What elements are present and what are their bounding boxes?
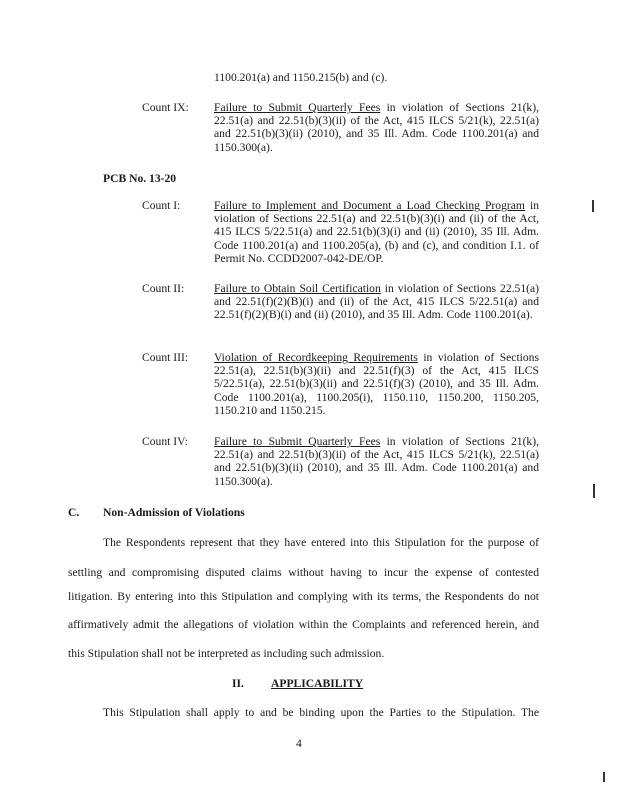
scan-mark	[592, 200, 594, 212]
count-iv-label: Count IV:	[142, 435, 188, 448]
section-c-line-3: litigation. By entering into this Stipulation and complying with its terms, the Respondents do not	[68, 590, 539, 603]
count-iii-body	[214, 351, 539, 417]
count-iii-label: Count III:	[142, 351, 189, 364]
count-ix-text: in violation of Sections 21(k), 22.51(a) and 22.51(b)(3)(ii) of the Act, 415 ILCS 5/21(k), 22.51(a) and 22.51(b)(3)(ii) (2010), and 35 Ill. Adm. Code 1100.201(a) and 1150.300(a).	[214, 101, 539, 154]
count-iii-title: Violation of Recordkeeping Requirements	[214, 351, 418, 364]
count-ix-label: Count IX:	[142, 101, 189, 114]
scan-mark	[593, 484, 595, 498]
count-ix-title: Failure to Submit Quarterly Fees	[214, 101, 381, 114]
section-c-title: Non-Admission of Violations	[103, 506, 245, 519]
count-ix-body	[214, 101, 539, 154]
carryover-line: 1100.201(a) and 1150.215(b) and (c).	[214, 71, 388, 84]
count-i-body	[214, 199, 539, 265]
scan-mark	[603, 772, 605, 782]
count-ii-label: Count II:	[142, 282, 185, 295]
section-c-line-2: settling and compromising disputed claims without having to incur the expense of contested	[68, 566, 539, 579]
section-ii-first-line: This Stipulation shall apply to and be binding upon the Parties to the Stipulation. The	[103, 706, 539, 719]
count-iv-body	[214, 435, 539, 488]
count-i-label: Count I:	[142, 199, 181, 212]
count-i-title: Failure to Implement and Document a Load Checking Program	[214, 199, 525, 212]
count-ii-text: in violation of Sections 22.51(a) and 22.51(f)(2)(B)(i) and (ii) of the Act, 415 ILCS 5/22.51(a) and 22.51(f)(2)(B)(i) and (ii) (2010), and 35 Ill. Adm. Code 1100.201(a).	[214, 282, 539, 322]
section-c-line-4: affirmatively admit the allegations of violation within the Complaints and referenced herein, and	[68, 618, 539, 631]
pcb-heading: PCB No. 13-20	[103, 172, 177, 185]
count-iv-text: in violation of Sections 21(k), 22.51(a) and 22.51(b)(3)(ii) of the Act, 415 ILCS 5/21(k), 22.51(a) and 22.51(b)(3)(ii) (2010), and 35 Ill. Adm. Code 1100.201(a) and 1150.300(a).	[214, 435, 539, 488]
count-i-text: in violation of Sections 22.51(a) and 22.51(b)(3)(i) and (ii) of the Act, 415 ILCS 5/22.51(a) and 22.51(b)(3)(i) and (ii) (2010), 35 Ill. Adm. Code 1100.201(a) and 1100.205(a), (b) and (c), and condition I.1. of Permit No. CCDD2007-042-DE/OP.	[214, 199, 539, 265]
count-ii-title: Failure to Obtain Soil Certification	[214, 282, 381, 295]
count-ii-body	[214, 282, 539, 322]
page-number: 4	[296, 737, 302, 750]
section-ii-number: II.	[232, 677, 244, 690]
section-c-letter: C.	[68, 506, 80, 519]
count-iii-text: in violation of Sections 22.51(a), 22.51(b)(3)(ii) and 22.51(f)(3) of the Act, 415 ILCS 5/22.51(a), 22.51(b)(3)(ii) and 22.51(f)(3) (2010), and 35 Ill. Adm. Code 1100.201(a), 1100.205(i), 1150.110, 1150.200, 1150.205, 1150.210 and 1150.215.	[214, 351, 539, 417]
section-ii-title: APPLICABILITY	[271, 677, 364, 690]
count-iv-title: Failure to Submit Quarterly Fees	[214, 435, 381, 448]
section-c-line-5: this Stipulation shall not be interpreted as including such admission.	[68, 647, 385, 660]
section-c-line-1: The Respondents represent that they have entered into this Stipulation for the purpose of	[103, 536, 539, 549]
